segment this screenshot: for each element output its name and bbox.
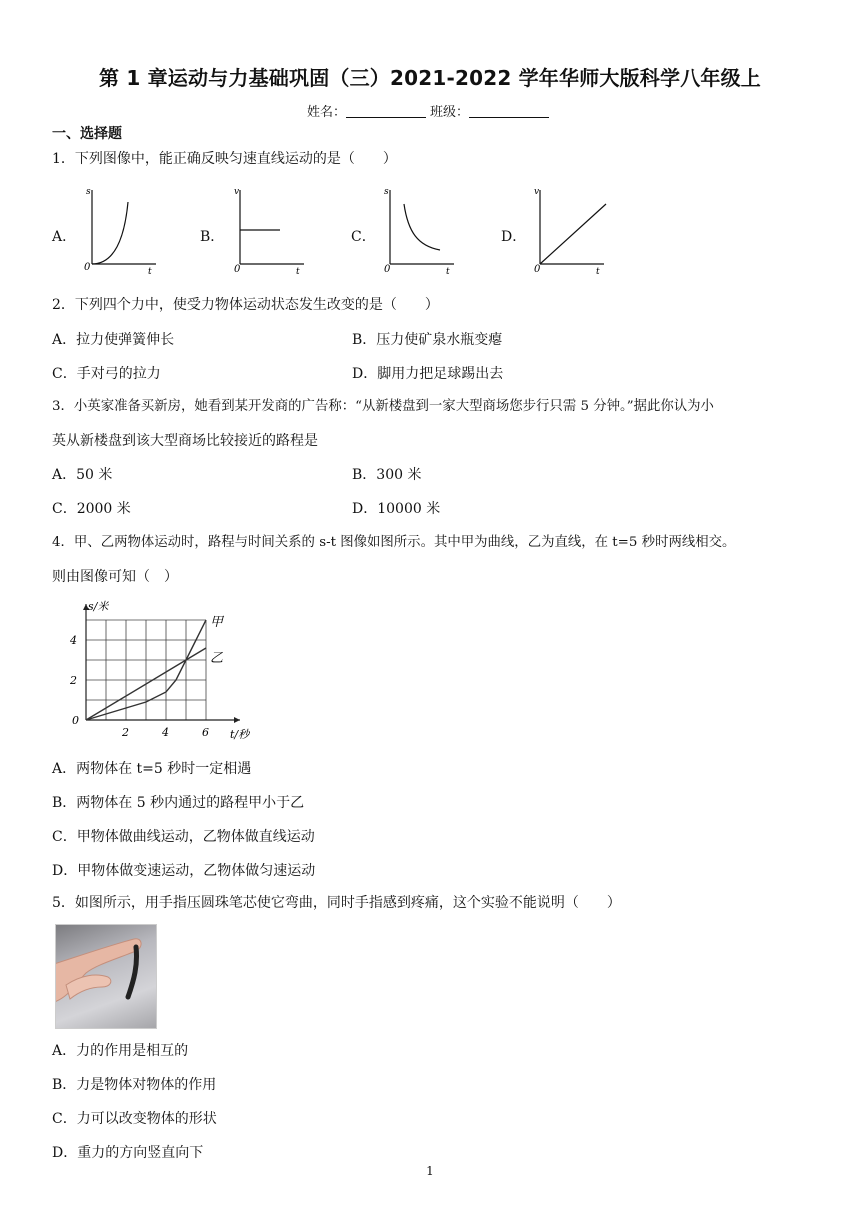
q3-option-b: B．300 米 [352,467,422,483]
x-axis-arrow [234,717,240,723]
q1d-x-axis-label: t [596,267,600,276]
q1d-y-axis-label: v [534,187,540,197]
question-1-stem: 1．下列图像中，能正确反映匀速直线运动的是（ ） [52,151,397,167]
q1c-y-axis-label: s [384,187,389,197]
finger-pressing-pen-refill-photo [55,924,157,1029]
q1a-origin-label: 0 [84,262,91,273]
q3-option-d: D．10000 米 [352,501,441,517]
q1-graph-d [530,184,610,276]
question-3-stem-line2: 英从新楼盘到该大型商场比较接近的路程是 [52,433,318,449]
name-label: 姓名： [306,105,346,120]
y-tick-label: 2 [70,674,77,687]
q1a-y-axis-label: s [86,187,91,197]
st-x-axis-label: t/秒 [230,728,250,741]
name-class-line [0,101,860,120]
document-title: 第 1 章运动与力基础巩固（三）2021-2022 学年华师大版科学八年级上 [98,66,762,90]
q2-option-a: A．拉力使弹簧伸长 [52,332,175,348]
q1-graph-b [230,184,310,276]
st-graph [60,596,270,744]
q1-option-d-label: D． [501,229,527,245]
photo-illustration [56,925,156,1028]
x-tick-label: 6 [202,726,209,739]
series-label: 甲 [210,615,224,630]
x-tick-label: 0 [72,714,79,727]
q1b-origin-label: 0 [234,264,241,275]
y-tick-label: 4 [70,634,77,647]
x-tick-label: 2 [122,726,129,739]
st-y-axis-label: s/米 [88,600,109,613]
q1-option-a-label: A． [52,229,77,245]
q1d-origin-label: 0 [534,264,541,275]
q1b-y-axis-label: v [234,187,240,197]
q3-option-c: C．2000 米 [52,501,131,517]
q2-option-d: D．脚用力把足球踢出去 [352,366,504,382]
q1b-x-axis-label: t [296,267,300,276]
x-tick-label: 4 [162,726,169,739]
question-4-stem-line2: 则由图像可知（ ） [52,569,178,585]
q3-option-a: A．50 米 [52,467,113,483]
class-label: 班级： [430,105,470,120]
q1-graph-a [82,184,162,276]
series-label: 乙 [210,651,224,666]
page-number: 1 [426,1164,434,1178]
section-heading: 一、选择题 [52,126,122,142]
q1-option-c-label: C． [351,229,376,245]
q1c-x-axis-label: t [446,267,450,276]
q5-option-a: A．力的作用是相互的 [52,1043,189,1059]
q4-option-a: A．两物体在 t=5 秒时一定相遇 [52,761,252,777]
q1a-x-axis-label: t [148,267,152,276]
q4-option-d: D．甲物体做变速运动，乙物体做匀速运动 [52,863,316,879]
question-5-stem: 5．如图所示，用手指压圆珠笔芯使它弯曲，同时手指感到疼痛，这个实验不能说明（ ） [52,895,621,911]
q1-option-b-label: B． [200,229,225,245]
question-2-stem: 2．下列四个力中，使受力物体运动状态发生改变的是（ ） [52,297,439,313]
name-blank[interactable] [346,105,426,118]
q1-graph-c [380,184,460,276]
q4-option-c: C．甲物体做曲线运动，乙物体做直线运动 [52,829,315,845]
q5-option-b: B．力是物体对物体的作用 [52,1077,217,1093]
question-4-stem-line1: 4．甲、乙两物体运动时，路程与时间关系的 s-t 图像如图所示。其中甲为曲线，乙为直线，在 t=5 秒时两线相交。 [52,535,736,550]
q4-option-b: B．两物体在 5 秒内通过的路程甲小于乙 [52,795,305,811]
q5-option-d: D．重力的方向竖直向下 [52,1145,204,1161]
q2-option-c: C．手对弓的拉力 [52,366,161,382]
question-3-stem-line1: 3．小英家准备买新房，她看到某开发商的广告称：“从新楼盘到一家大型商场您步行只需 5 分钟。”据此你认为小 [52,399,714,414]
q1c-origin-label: 0 [384,264,391,275]
q5-option-c: C．力可以改变物体的形状 [52,1111,217,1127]
class-blank[interactable] [469,105,549,118]
q2-option-b: B．压力使矿泉水瓶变瘪 [352,332,503,348]
